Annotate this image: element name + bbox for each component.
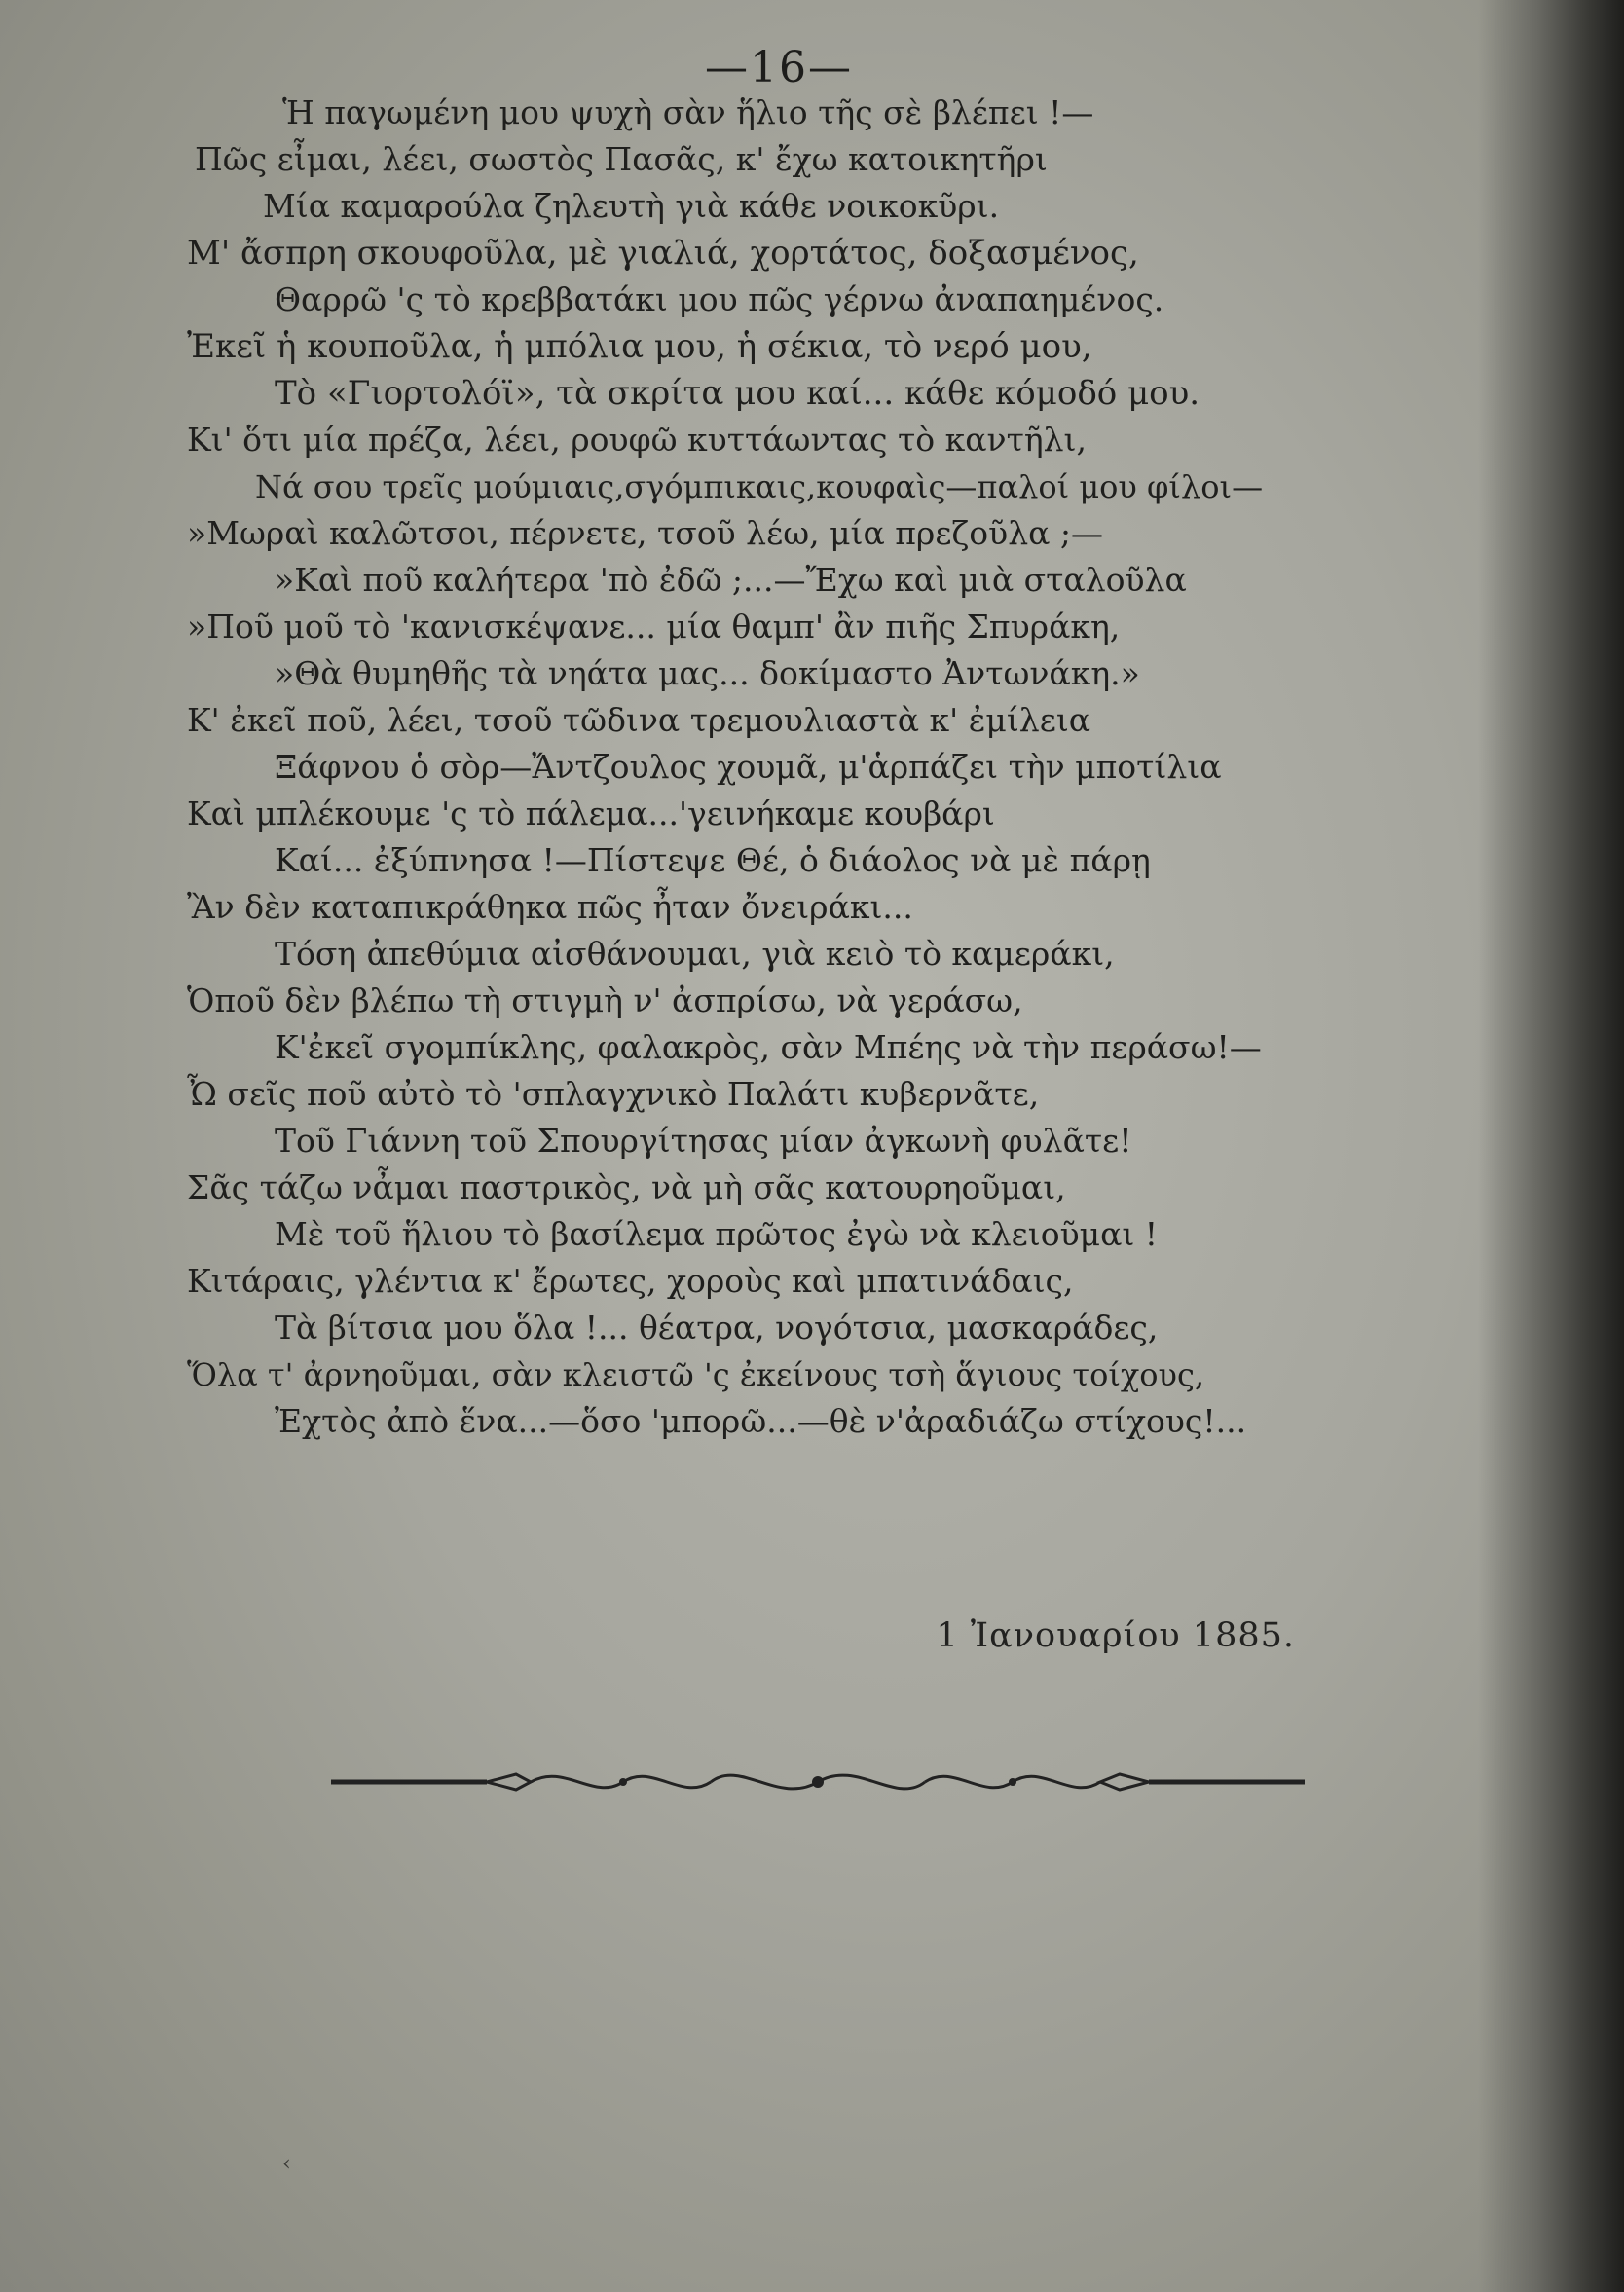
poem-line: Νά σου τρεῖς μούμιαις,σγόμπικαις,κουφαὶς—παλοί μου φίλοι— <box>255 468 1264 505</box>
poem-line: Τόση ἀπεθύμια αἰσθάνουμαι, γιὰ κειὸ τὸ καμεράκι, <box>275 935 1115 973</box>
poem-line: Μία καμαρούλα ζηλευτὴ γιὰ κάθε νοικοκῦρι. <box>263 187 1000 225</box>
ink-mark: ‹ <box>282 2152 291 2176</box>
poem-line: Ἡ παγωμένη μου ψυχὴ σὰν ἥλιο τῆς σὲ βλέπει !— <box>282 93 1094 131</box>
poem-line: Κι' ὅτι μία πρέζα, λέει, ρουφῶ κυττάωντας τὸ καντῆλι, <box>187 421 1087 459</box>
poem-line: »Ποῦ μοῦ τὸ 'κανισκέψανε... μία θαμπ' ἂν πιῆς Σπυράκη, <box>187 608 1121 646</box>
poem-line: »Καὶ ποῦ καλήτερα 'πὸ ἐδῶ ;...—Ἔχω καὶ μιὰ σταλοῦλα <box>275 561 1187 599</box>
poem-line: Ὁποῦ δὲν βλέπω τὴ στιγμὴ ν' ἀσπρίσω, νὰ γεράσω, <box>187 981 1023 1019</box>
page-number: —16— <box>705 43 853 92</box>
poem-line: »Μωραὶ καλῶτσοι, πέρνετε, τσοῦ λέω, μία πρεζοῦλα ;— <box>187 514 1104 552</box>
poem-line: Κιτάραις, γλέντια κ' ἔρωτες, χοροὺς καὶ μπατινάδαις, <box>187 1262 1074 1300</box>
ornament-divider <box>331 1762 1305 1801</box>
poem-line: Τὸ «Γιορτολόϊ», τὰ σκρίτα μου καί... κάθε κόμοδό μου. <box>275 374 1200 413</box>
poem-line: Τὰ βίτσια μου ὅλα !... θέατρα, νογότσια, μασκαράδες, <box>275 1309 1159 1347</box>
poem-line: Θαρρῶ 'ς τὸ κρεββατάκι μου πῶς γέρνω ἀναπαημένος. <box>275 280 1164 318</box>
poem-line: Ξάφνου ὁ σὸρ—Ἄντζουλος χουμᾶ, μ'ἁρπάζει τὴν μποτίλια <box>275 748 1222 786</box>
poem-line: Κ' ἐκεῖ ποῦ, λέει, τσοῦ τῶδινα τρεμουλιαστὰ κ' ἐμίλεια <box>187 701 1091 739</box>
poem-line: Ὅλα τ' ἀρνηοῦμαι, σὰν κλειστῶ 'ς ἐκείνους τσὴ ἅγιους τοίχους, <box>187 1356 1205 1393</box>
poem-line: Ἂν δὲν καταπικράθηκα πῶς ἦταν ὄνειράκι... <box>187 888 913 926</box>
poem-line: Ἐχτὸς ἀπὸ ἕνα...—ὅσο 'μπορῶ...—θὲ ν'ἀραδιάζω στίχους!... <box>275 1402 1247 1440</box>
poem-line: Καί... ἐξύπνησα !—Πίστεψε Θέ, ὁ διάολος νὰ μὲ πάρῃ <box>275 841 1151 879</box>
poem-line: Ὦ σεῖς ποῦ αὐτὸ τὸ 'σπλαγχνικὸ Παλάτι κυβερνᾶτε, <box>187 1075 1040 1113</box>
poem-line: Καὶ μπλέκουμε 'ς τὸ πάλεμα...'γεινήκαμε κουβάρι <box>187 795 995 832</box>
poem-line: Μ' ἄσπρη σκουφοῦλα, μὲ γιαλιά, χορτάτος, δοξασμένος, <box>187 234 1139 273</box>
poem-line: Κ'ἐκεῖ σγομπίκλης, φαλακρὸς, σὰν Μπέης νὰ τὴν περάσω!— <box>275 1028 1262 1066</box>
poem-line: Τοῦ Γιάννη τοῦ Σπουργίτησας μίαν ἀγκωνὴ φυλᾶτε! <box>275 1122 1132 1160</box>
poem-line: Μὲ τοῦ ἥλιου τὸ βασίλεμα πρῶτος ἐγὼ νὰ κλειοῦμαι ! <box>275 1215 1159 1253</box>
poem-line: Ἐκεῖ ἡ κουποῦλα, ἡ μπόλια μου, ἡ σέκια, τὸ νερό μου, <box>187 327 1092 366</box>
poem-line: »Θὰ θυμηθῆς τὰ νηάτα μας... δοκίμαστο Ἀντωνάκη.» <box>275 654 1140 692</box>
poem-line: Σᾶς τάζω νἆμαι παστρικὸς, νὰ μὴ σᾶς κατουρηοῦμαι, <box>187 1168 1066 1206</box>
date-line: 1 Ἰανουαρίου 1885. <box>936 1616 1295 1655</box>
page-edge-shadow <box>1478 0 1624 2292</box>
poem-line: Πῶς εἶμαι, λέει, σωστὸς Πασᾶς, κ' ἔχω κατοικητῆρι <box>195 140 1048 178</box>
